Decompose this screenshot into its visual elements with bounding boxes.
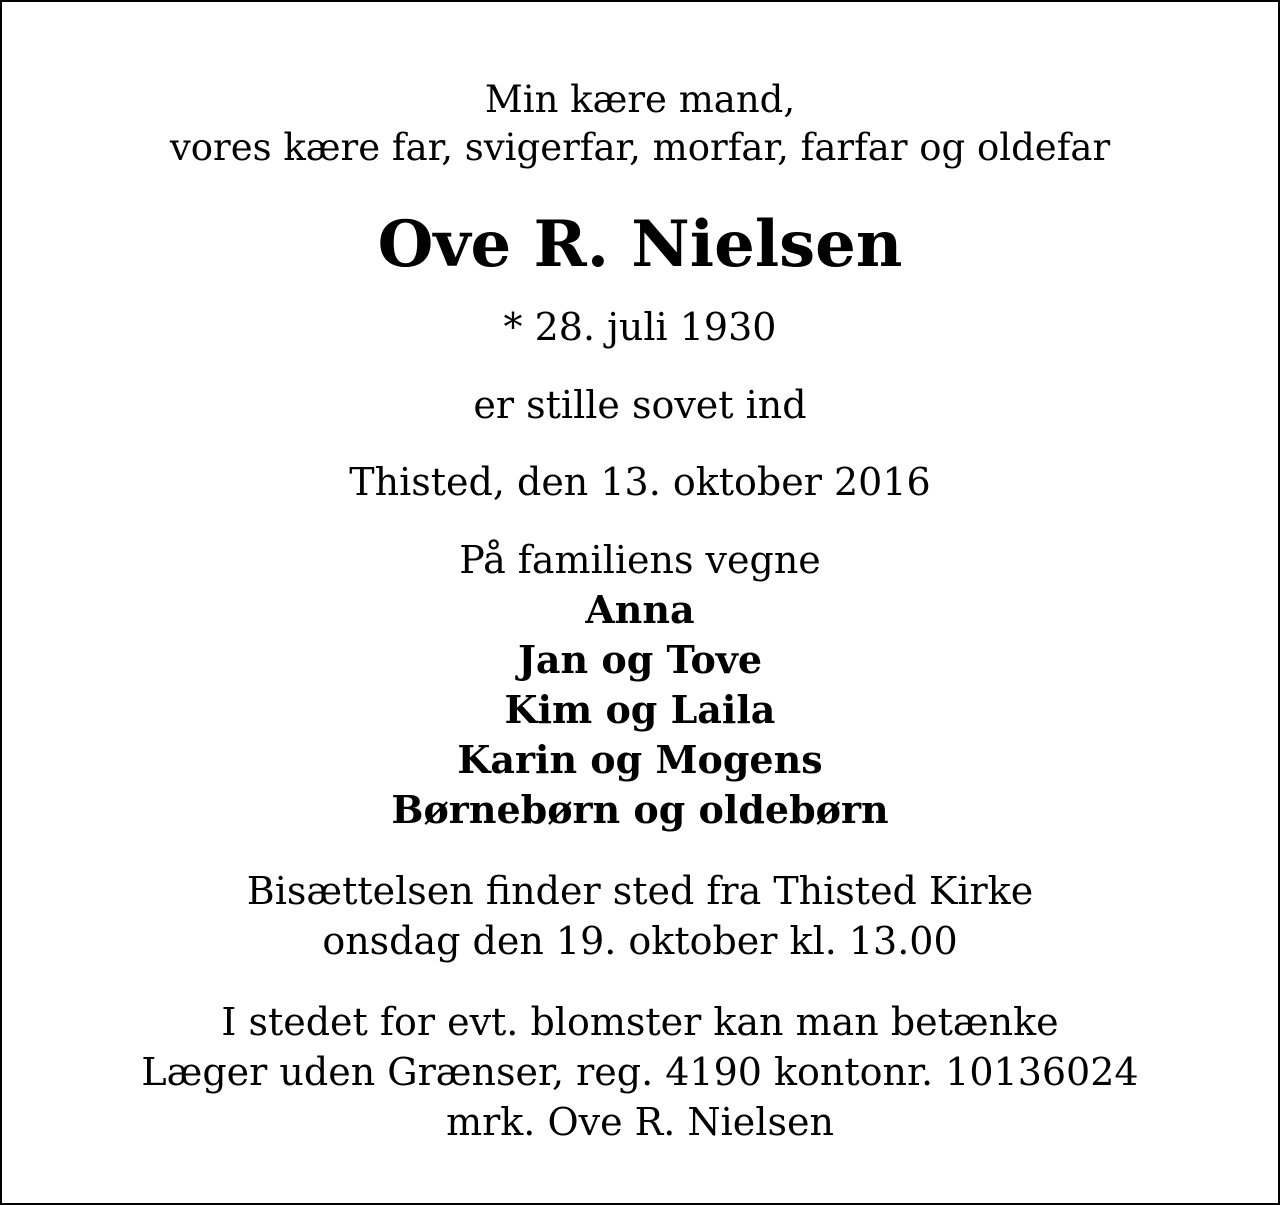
family-member: Karin og Mogens	[457, 737, 823, 782]
funeral-line: Bisættelsen finder sted fra Thisted Kirke	[246, 869, 1034, 913]
place-and-date: Thisted, den 13. oktober 2016	[349, 460, 931, 504]
donation-line: mrk. Ove R. Nielsen	[446, 1100, 834, 1144]
family-signature	[2, 535, 1278, 835]
family-member: Anna	[585, 587, 695, 632]
birth-date: * 28. juli 1930	[503, 305, 777, 349]
donation-info	[2, 997, 1278, 1147]
passing-statement: er stille sovet ind	[473, 383, 807, 427]
family-intro: På familiens vegne	[459, 538, 821, 582]
family-member: Børnebørn og oldebørn	[391, 787, 889, 832]
funeral-line: onsdag den 19. oktober kl. 13.00	[322, 919, 958, 963]
intro-line: Min kære mand,	[484, 78, 796, 121]
donation-line: Læger uden Grænser, reg. 4190 kontonr. 10136024	[141, 1050, 1139, 1094]
family-member: Jan og Tove	[517, 637, 763, 682]
intro-line: vores kære far, svigerfar, morfar, farfar og oldefar	[169, 126, 1111, 169]
family-member: Kim og Laila	[504, 687, 776, 732]
donation-line: I stedet for evt. blomster kan man betænke	[221, 1000, 1059, 1044]
funeral-info	[2, 866, 1278, 966]
intro-text	[2, 76, 1278, 172]
deceased-name: Ove R. Nielsen	[377, 207, 903, 282]
